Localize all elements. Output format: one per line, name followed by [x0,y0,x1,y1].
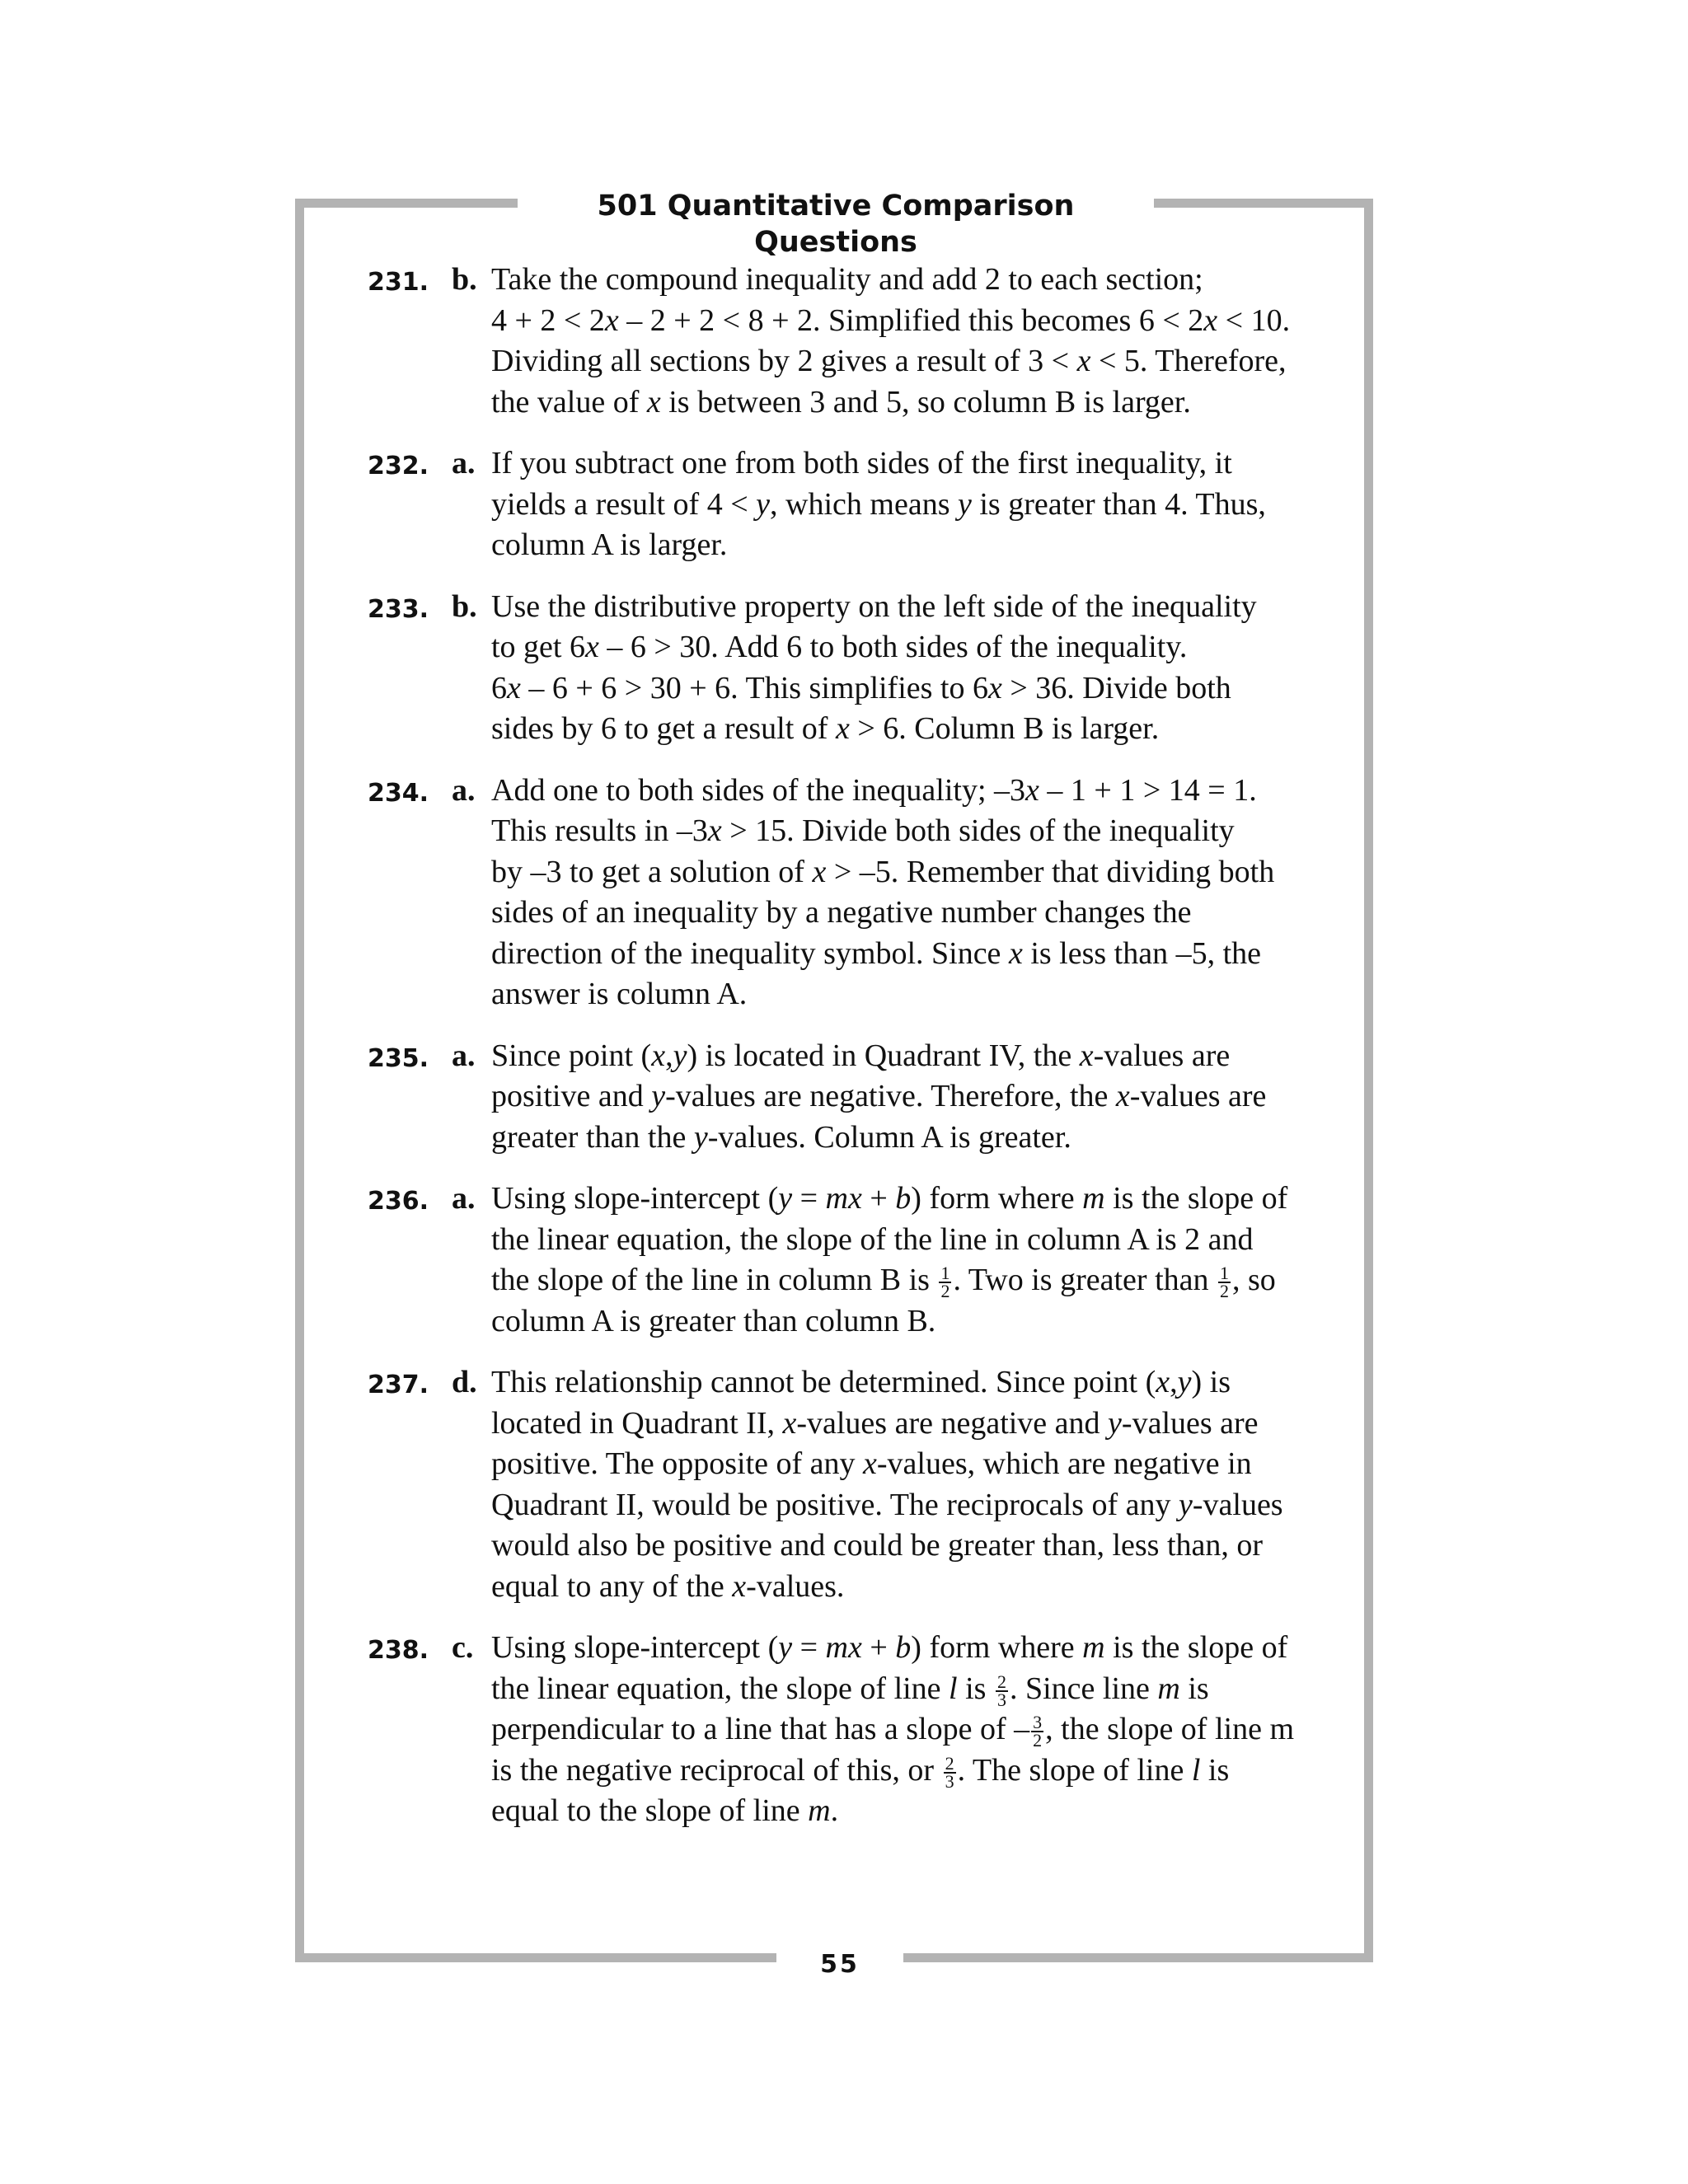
explanation-line: the linear equation, the slope of line l is $\frac{2}{3}$ . Since line m is [491,1671,1209,1710]
explanation-line: Use the distributive property on the left side of the inequality [491,588,1257,624]
fraction: $\frac{2}{3}$ [945,1752,954,1792]
question-number: 235. [368,1043,429,1073]
explanation-line: Using slope-intercept (y = mx + b) form where m is the slope of [491,1181,1288,1216]
answer-item [346,1179,1360,1342]
answer-choice: b. [452,262,477,297]
question-number: 237. [368,1371,429,1399]
explanation-line: positive and y-values are negative. Therefore, the x-values are [491,1079,1267,1113]
explanation-line: This results in –3x > 15. Divide both sides of the inequality [491,813,1235,848]
explanation-line: column A is larger. [491,527,728,562]
explanation-line: greater than the y-values. Column A is greater. [491,1119,1071,1155]
explanation-line: sides by 6 to get a result of x > 6. Column B is larger. [491,711,1160,746]
explanation-line: This relationship cannot be determined. Since point (x,y) is [491,1365,1231,1399]
answer-choice: a. [452,1181,476,1216]
answer-item [346,260,1360,423]
question-number: 234. [368,778,429,808]
explanation-line: 4 + 2 < 2x – 2 + 2 < 8 + 2. Simplified this becomes 6 < 2x < 10. [491,302,1291,338]
explanation-line: to get 6x – 6 > 30. Add 6 to both sides of the inequality. [491,630,1188,664]
answer-item [346,443,1360,566]
explanation-line: positive. The opposite of any x-values, which are negative in [491,1446,1252,1481]
answer-choice: a. [452,772,476,808]
page-number: 55 [776,1948,903,1981]
explanation-line: column A is greater than column B. [491,1303,936,1338]
fraction: $\frac{1}{2}$ [940,1263,950,1302]
explanation-line: equal to any of the x-values. [491,1568,845,1604]
question-number: 232. [368,452,429,480]
answer-item [346,1036,1360,1159]
explanation-line: would also be positive and could be greater than, less than, or [491,1528,1264,1563]
explanation-line: the value of x is between 3 and 5, so column B is larger. [491,384,1191,419]
fraction: $\frac{2}{3}$ [996,1671,1006,1710]
explanation-line: Take the compound inequality and add 2 to each section; [491,262,1203,297]
explanation-line: perpendicular to a line that has a slope of – $\frac{3}{2}$ , the slope of line m [491,1712,1295,1751]
question-number: 238. [368,1636,429,1665]
explanation-line: Add one to both sides of the inequality; –3x – 1 + 1 > 14 = 1. [491,772,1257,808]
explanation-line: If you subtract one from both sides of the first inequality, it [491,446,1232,480]
explanation-line: direction of the inequality symbol. Since x is less than –5, the [491,935,1262,971]
answer-choice: a. [452,446,476,480]
explanation-line: sides of an inequality by a negative number changes the [491,895,1192,930]
explanation-line: the linear equation, the slope of the line in column A is 2 and [491,1221,1254,1257]
answer-item [346,771,1360,1015]
page-title: 501 Quantitative Comparison Questions [518,188,1154,224]
answer-list [346,260,1360,1853]
question-number: 236. [368,1187,429,1216]
question-number: 231. [368,268,429,297]
answer-choice: a. [452,1038,476,1073]
explanation-line: answer is column A. [491,977,748,1011]
explanation-line: equal to the slope of line m. [491,1793,839,1828]
explanation-line: is the negative reciprocal of this, or $\frac{2}{3}$ . The slope of line l is [491,1752,1230,1792]
answer-item [346,587,1360,750]
fraction: $\frac{3}{2}$ [1033,1712,1043,1751]
explanation-line: Quadrant II, would be positive. The reciprocals of any y-values [491,1487,1283,1522]
answer-item [346,1362,1360,1607]
explanation-line: yields a result of 4 < y, which means y is greater than 4. Thus, [491,486,1266,522]
answer-choice: d. [452,1365,477,1399]
answer-choice: b. [452,588,477,624]
explanation-line: the slope of the line in column B is $\frac{1}{2}$ . Two is greater than $\frac{1}{2}$ , so [491,1263,1276,1302]
explanation-line: Since point (x,y) is located in Quadrant IV, the x-values are [491,1038,1231,1073]
explanation-line: Dividing all sections by 2 gives a result of 3 < x < 5. Therefore, [491,344,1287,378]
answer-choice: c. [452,1630,474,1665]
explanation-line: 6x – 6 + 6 > 30 + 6. This simplifies to 6x > 36. Divide both [491,670,1231,705]
question-number: 233. [368,594,429,624]
answer-item [346,1628,1360,1832]
explanation-line: Using slope-intercept (y = mx + b) form where m is the slope of [491,1630,1288,1665]
explanation-line: by –3 to get a solution of x > –5. Remember that dividing both [491,854,1275,889]
explanation-line: located in Quadrant II, x-values are negative and y-values are [491,1405,1259,1441]
fraction: $\frac{1}{2}$ [1220,1263,1229,1302]
